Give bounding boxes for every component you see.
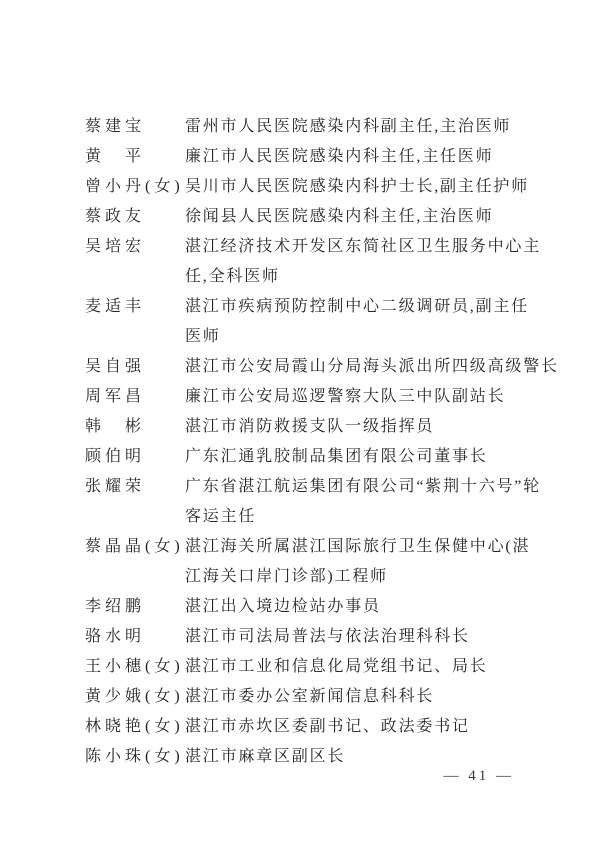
- recipient-title: [185, 112, 612, 142]
- recipient-title: [185, 652, 612, 682]
- recipient-entry: [85, 652, 612, 682]
- recipient-name: 麦适丰: [85, 298, 146, 315]
- recipient-title: [185, 202, 612, 232]
- recipient-title: [185, 622, 612, 652]
- recipient-name: 蔡建宝: [85, 118, 146, 135]
- recipient-title-line: 医师: [185, 328, 221, 345]
- recipient-name: 张耀荣: [85, 478, 146, 495]
- recipient-title: [185, 442, 612, 472]
- recipient-name: 吴自强: [85, 358, 146, 375]
- recipient-name: 吴培宏: [85, 238, 146, 255]
- page-number: — 41 —: [443, 768, 514, 784]
- recipient-title: [185, 382, 612, 412]
- recipient-title-line: 广东汇通乳胶制品集团有限公司董事长: [185, 448, 488, 465]
- recipient-entry: [85, 202, 612, 232]
- recipient-title-line: 客运主任: [185, 508, 257, 525]
- page-footer: [444, 764, 515, 788]
- recipient-entry: [85, 622, 612, 652]
- recipient-name: 蔡政友: [85, 208, 146, 225]
- recipient-name: 蔡晶晶(女): [85, 538, 184, 555]
- recipient-entry: [85, 232, 612, 292]
- recipient-entry: [85, 472, 612, 532]
- recipient-entry: [85, 592, 612, 622]
- recipient-title: [185, 742, 612, 772]
- recipient-entry: [85, 352, 612, 382]
- recipient-title: [185, 232, 612, 292]
- recipient-title-line: 湛江市工业和信息化局党组书记、局长: [185, 658, 488, 675]
- recipient-title-line: 湛江经济技术开发区东简社区卫生服务中心主: [185, 238, 542, 255]
- recipient-title: [185, 412, 612, 442]
- recipient-list: [85, 112, 612, 772]
- recipient-entry: [85, 532, 612, 592]
- recipient-name: 周军昌: [85, 388, 146, 405]
- recipient-title-line: 湛江市委办公室新闻信息科科长: [185, 688, 435, 705]
- recipient-title-line: 湛江海关所属湛江国际旅行卫生保健中心(湛: [185, 538, 531, 555]
- recipient-title: [185, 172, 612, 202]
- recipient-name: 林晓艳(女): [85, 718, 184, 735]
- recipient-entry: [85, 292, 612, 352]
- recipient-title-line: 湛江市司法局普法与依法治理科科长: [185, 628, 470, 645]
- recipient-entry: [85, 412, 612, 442]
- recipient-title-line: 江海关口岸门诊部)工程师: [185, 568, 388, 585]
- recipient-name: 黄少娥(女): [85, 688, 184, 705]
- recipient-title: [185, 472, 612, 532]
- recipient-title-line: 吴川市人民医院感染内科护士长,副主任护师: [185, 178, 530, 195]
- recipient-title: [185, 292, 612, 352]
- recipient-title-line: 湛江出入境边检站办事员: [185, 598, 381, 615]
- recipient-title: [185, 712, 612, 742]
- recipient-title-line: 雷州市人民医院感染内科副主任,主治医师: [185, 118, 512, 135]
- recipient-title-line: 湛江市赤坎区委副书记、政法委书记: [185, 718, 470, 735]
- recipient-name: 李绍鹏: [85, 598, 146, 615]
- recipient-name: 黄 平: [85, 148, 146, 165]
- recipient-name: 曾小丹(女): [85, 178, 184, 195]
- recipient-title-line: 广东省湛江航运集团有限公司“紫荆十六号”轮: [185, 478, 542, 495]
- recipient-entry: [85, 142, 612, 172]
- recipient-name: 顾伯明: [85, 448, 146, 465]
- recipient-name: 骆水明: [85, 628, 146, 645]
- recipient-entry: [85, 712, 612, 742]
- recipient-name: 陈小珠(女): [85, 748, 184, 765]
- recipient-title-line: 廉江市公安局巡逻警察大队三中队副站长: [185, 388, 506, 405]
- recipient-title-line: 湛江市公安局霞山分局海头派出所四级高级警长: [185, 358, 559, 375]
- recipient-entry: [85, 112, 612, 142]
- recipient-title: [185, 682, 612, 712]
- recipient-title-line: 任,全科医师: [185, 268, 280, 285]
- recipient-title: [185, 532, 612, 592]
- recipient-entry: [85, 382, 612, 412]
- recipient-title: [185, 142, 612, 172]
- recipient-title: [185, 352, 612, 382]
- recipient-title-line: 湛江市疾病预防控制中心二级调研员,副主任: [185, 298, 530, 315]
- recipient-name: 韩 彬: [85, 418, 146, 435]
- recipient-entry: [85, 172, 612, 202]
- recipient-entry: [85, 742, 612, 772]
- recipient-entry: [85, 442, 612, 472]
- recipient-title-line: 湛江市消防救援支队一级指挥员: [185, 418, 435, 435]
- recipient-title-line: 廉江市人民医院感染内科主任,主任医师: [185, 148, 494, 165]
- recipient-title: [185, 592, 612, 622]
- recipient-title-line: 徐闻县人民医院感染内科主任,主治医师: [185, 208, 494, 225]
- recipient-title-line: 湛江市麻章区副区长: [185, 748, 346, 765]
- recipient-name: 王小穗(女): [85, 658, 184, 675]
- recipient-entry: [85, 682, 612, 712]
